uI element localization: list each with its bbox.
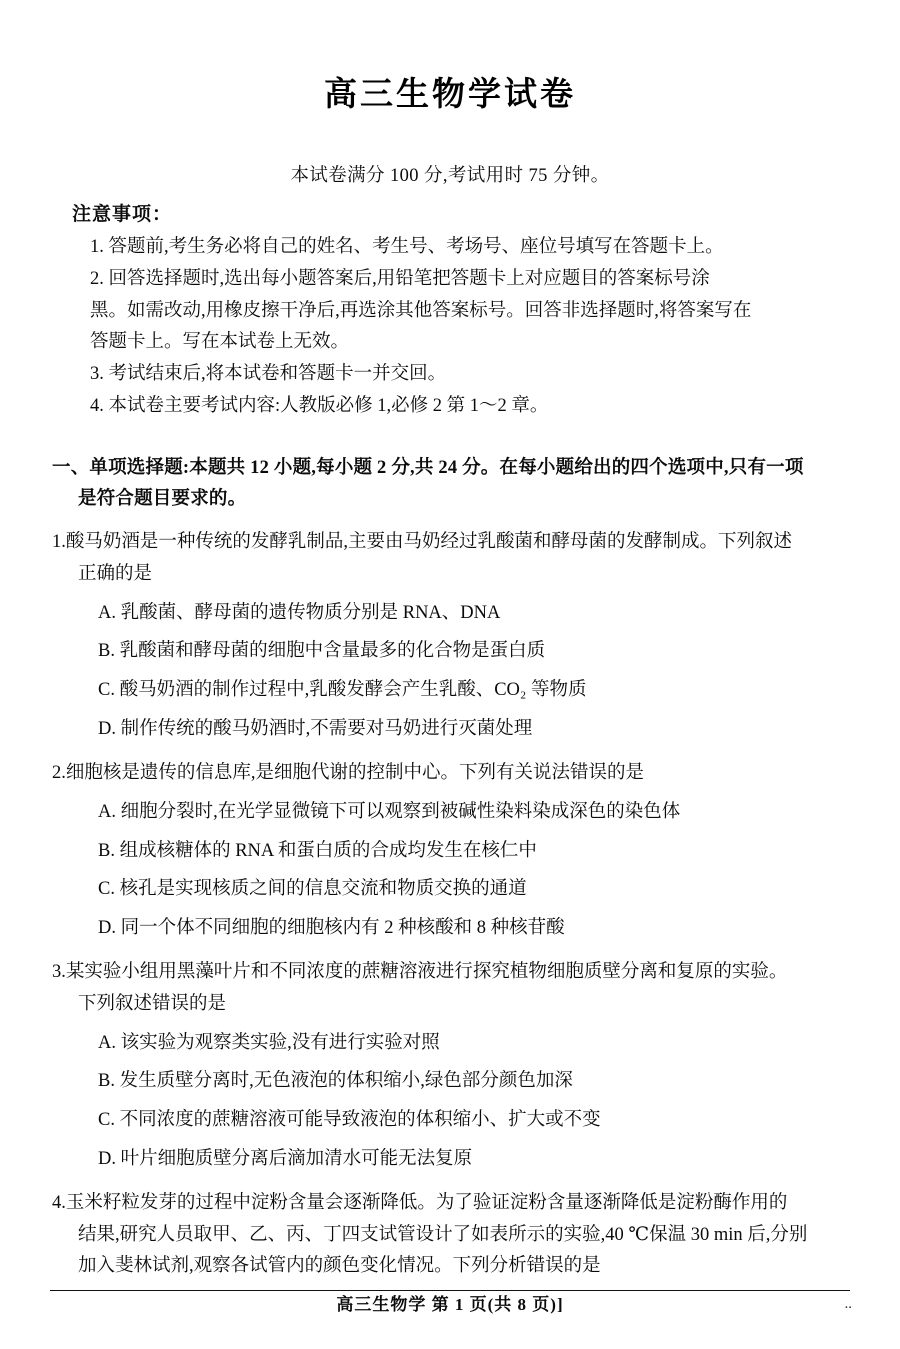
question-4-text: 玉米籽粒发芽的过程中淀粉含量会逐渐降低。为了验证淀粉含量逐渐降低是淀粉酶作用的 (65, 1192, 788, 1213)
question-1 (52, 527, 848, 746)
notice-item: 1. 答题前,考生务必将自己的姓名、考生号、考场号、座位号填写在答题卡上。 (90, 237, 724, 257)
notice-heading: 注意事项： (72, 204, 173, 225)
question-1-text: 酸马奶酒是一种传统的发酵乳制品,主要由马奶经过乳酸菌和酵母菌的发酵制成。下列叙述 (65, 532, 793, 553)
section-heading-line1: 一、单项选择题:本题共 12 小题,每小题 2 分,共 24 分。在每小题给出的四个选项中,只有一项 (52, 457, 804, 478)
question-4 (52, 1188, 848, 1283)
page-title: 高三生物学试卷 (324, 74, 576, 113)
question-3-option-b[interactable]: B. 发生质壁分离时,无色液泡的体积缩小,绿色部分颜色加深 (98, 1071, 573, 1092)
question-2-option-d[interactable]: D. 同一个体不同细胞的细胞核内有 2 种核酸和 8 种核苷酸 (98, 918, 565, 939)
question-2-option-a[interactable]: A. 细胞分裂时,在光学显微镜下可以观察到被碱性染料染成深色的染色体 (98, 801, 681, 822)
notice-item: 答题卡上。写在本试卷上无效。 (90, 332, 350, 353)
notice-item: 黑。如需改动,用橡皮擦干净后,再选涂其他答案标号。回答非选择题时,将答案写在 (90, 300, 752, 321)
notice-item: 4. 本试卷主要考试内容:人教版必修 1,必修 2 第 1～2 章。 (90, 396, 549, 417)
notice-item: 2. 回答选择题时,选出每小题答案后,用铅笔把答题卡上对应题目的答案标号涂 (90, 268, 710, 289)
question-2 (52, 758, 848, 945)
question-4-stem (52, 1188, 848, 1220)
section-heading (52, 453, 848, 515)
question-1-option-c[interactable]: C. 酸马奶酒的制作过程中,乳酸发酵会产生乳酸、CO₂ 等物质 (98, 680, 587, 701)
notice-item: 3. 考试结束后,将本试卷和答题卡一并交回。 (90, 364, 447, 385)
notice-list (52, 232, 848, 423)
question-2-stem (52, 758, 848, 790)
question-3-stem (52, 957, 848, 989)
question-4-stem-cont-1: 结果,研究人员取甲、乙、丙、丁四支试管设计了如表所示的实验,40 ℃保温 30 min 后,分别 (78, 1224, 808, 1245)
question-2-number: 2. (52, 762, 66, 783)
question-4-stem-cont-2: 加入斐林试剂,观察各试管内的颜色变化情况。下列分析错误的是 (78, 1256, 601, 1277)
question-1-number: 1. (52, 532, 66, 553)
question-1-option-d[interactable]: D. 制作传统的酸马奶酒时,不需要对马奶进行灭菌处理 (98, 719, 533, 740)
question-1-stem-cont: 正确的是 (78, 563, 153, 584)
exam-subtitle: 本试卷满分 100 分,考试用时 75 分钟。 (290, 166, 610, 186)
question-4-number: 4. (52, 1192, 66, 1213)
question-3-stem-cont: 下列叙述错误的是 (78, 993, 227, 1014)
page-footer (0, 1286, 900, 1315)
question-3-option-c[interactable]: C. 不同浓度的蔗糖溶液可能导致液泡的体积缩小、扩大或不变 (98, 1110, 601, 1131)
question-2-text: 细胞核是遗传的信息库,是细胞代谢的控制中心。下列有关说法错误的是 (65, 762, 645, 783)
footer-mark: .. (844, 1296, 852, 1312)
question-3-text: 某实验小组用黑藻叶片和不同浓度的蔗糖溶液进行探究植物细胞质壁分离和复原的实验。 (65, 961, 788, 982)
question-3 (52, 957, 848, 1176)
question-3-option-a[interactable]: A. 该实验为观察类实验,没有进行实验对照 (98, 1032, 440, 1053)
section-heading-line2: 是符合题目要求的。 (78, 488, 247, 509)
footer-text: 高三生物学 第 1 页(共 8 页)] (336, 1295, 564, 1314)
question-1-option-b[interactable]: B. 乳酸菌和酵母菌的细胞中含量最多的化合物是蛋白质 (98, 641, 546, 662)
question-3-option-d[interactable]: D. 叶片细胞质壁分离后滴加清水可能无法复原 (98, 1149, 473, 1170)
question-2-option-c[interactable]: C. 核孔是实现核质之间的信息交流和物质交换的通道 (98, 879, 527, 900)
question-1-stem (52, 527, 848, 559)
question-1-option-a[interactable]: A. 乳酸菌、酵母菌的遗传物质分别是 RNA、DNA (98, 602, 501, 623)
question-2-option-b[interactable]: B. 组成核糖体的 RNA 和蛋白质的合成均发生在核仁中 (98, 840, 537, 861)
question-3-number: 3. (52, 961, 66, 982)
